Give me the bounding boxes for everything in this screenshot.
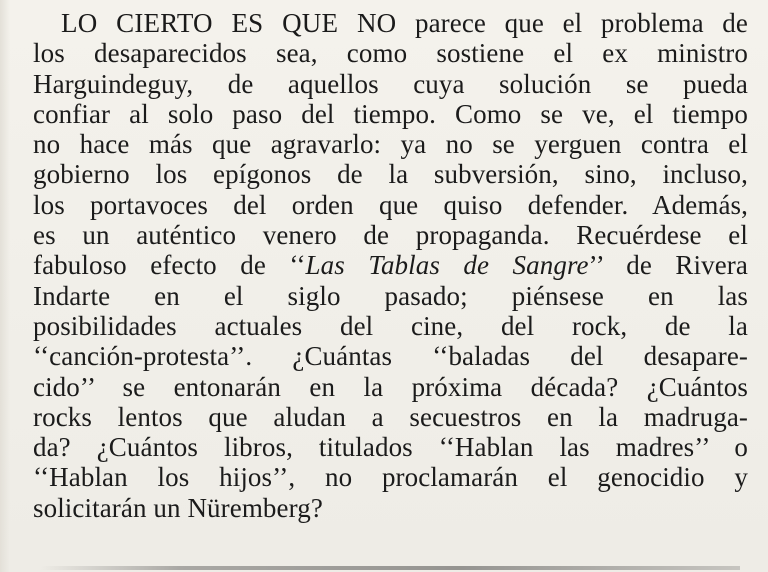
- text-line-7: los portavoces del orden que quiso defender. Además,: [33, 189, 748, 220]
- line-1-text: parece que el problema de: [396, 8, 748, 38]
- line-9-pre: fabuloso efecto de ‘‘: [33, 250, 306, 281]
- text-line-10: Indarte en el siglo pasado; piénsese en las: [33, 280, 748, 311]
- text-line-9: [33, 250, 748, 280]
- text-line-15: da? ¿Cuántos libros, titulados ‘‘Hablan las madres’’ o: [33, 432, 748, 463]
- text-line-12: ‘‘canción-protesta’’. ¿Cuántas ‘‘baladas del desapare-: [33, 341, 748, 372]
- article-body: [33, 8, 748, 523]
- text-line-5: no hace más que agravarlo: ya no se yerguen contra el: [33, 129, 748, 160]
- text-line-1: [33, 8, 748, 38]
- line-9-post: ’’ de Rivera: [588, 250, 748, 281]
- text-line-11: posibilidades actuales del cine, del rock, de la: [33, 310, 748, 341]
- bottom-rule: [40, 566, 740, 570]
- text-line-6: gobierno los epígonos de la subversión, sino, incluso,: [33, 159, 748, 190]
- text-line-4: confiar al solo paso del tiempo. Como se ve, el tiempo: [33, 98, 748, 129]
- paper-edge-shadow: [0, 0, 10, 572]
- lead-in-caps: LO CIERTO ES QUE NO: [61, 8, 397, 38]
- text-line-17: solicitarán un Nüremberg?: [33, 492, 323, 523]
- text-line-16: ‘‘Hablan los hijos’’, no proclamarán el genocidio y: [33, 462, 748, 493]
- book-title: Las Tablas de Sangre: [305, 250, 589, 281]
- text-line-8: es un auténtico venero de propaganda. Recuérdese el: [33, 220, 748, 251]
- text-line-14: rocks lentos que aludan a secuestros en la madruga-: [33, 401, 748, 432]
- text-line-13: cido’’ se entonarán en la próxima década? ¿Cuántos: [33, 371, 748, 402]
- text-line-2: los desaparecidos sea, como sostiene el ex ministro: [33, 38, 748, 69]
- text-line-3: Harguindeguy, de aquellos cuya solución se pueda: [33, 68, 748, 99]
